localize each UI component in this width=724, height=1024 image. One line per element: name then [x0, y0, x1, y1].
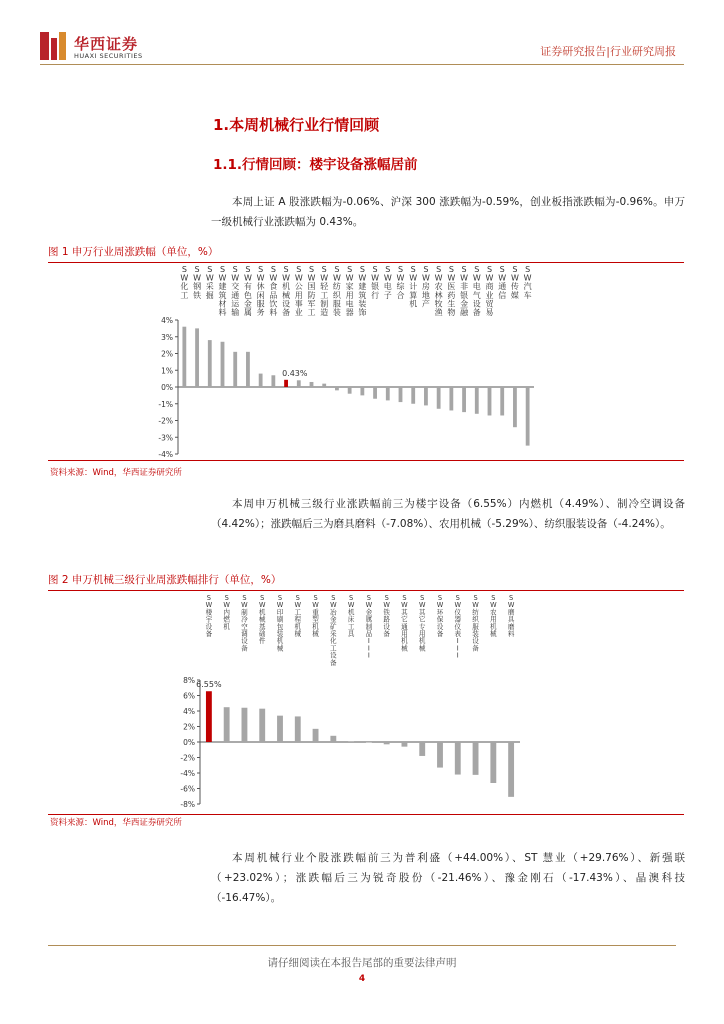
category-label: S W 有色金属: [243, 265, 252, 317]
category-label: S W 建筑材料: [218, 265, 227, 317]
y-tick-label: 2%: [161, 349, 173, 359]
category-label: S W 交通运输: [231, 265, 240, 317]
logo-icon: [40, 32, 66, 60]
report-type-label: 证券研究报告|行业研究周报: [540, 45, 676, 58]
subsection-heading: 1.1.行情回顾：楼宇设备涨幅居前: [213, 157, 418, 173]
bar-24: [488, 387, 492, 415]
stock-summary-paragraph: 本周机械行业个股涨跌幅前三为普利盛（+44.00%）、ST 慧业（+29.76%）、新强联（+23.02%）；涨跌幅后三为锐奇股份（-21.46%）、豫金刚石（-17.43%）、晶澳科技（-16.47%）。: [211, 852, 685, 904]
bar-13: [348, 387, 352, 394]
category-label: S W 机械设备: [282, 265, 291, 317]
bar-21: [449, 387, 453, 410]
y-tick-label: -1%: [158, 399, 173, 409]
category-label: S W 轻工制造: [320, 265, 329, 317]
category-label: S W 楼宇设备: [205, 594, 213, 638]
page-number: 4: [358, 974, 366, 984]
figure1-title: 图 1 申万行业周涨跌幅（单位，%）: [48, 246, 219, 258]
category-label: S W 综合: [396, 265, 405, 300]
y-tick-label: -6%: [180, 784, 195, 794]
category-label: S W 机械基础件: [258, 594, 266, 646]
logo-text: 华西证券: [74, 35, 139, 53]
bar-2: [208, 340, 212, 387]
chart-sw-industry-weekly: [150, 264, 540, 460]
category-label: S W 电气设备: [472, 265, 481, 317]
bar-0: [182, 327, 186, 387]
category-label: S W 纺织服装: [332, 265, 341, 317]
bar-18: [411, 387, 415, 404]
bar-27: [526, 387, 530, 446]
bar-11: [322, 384, 326, 387]
category-label: S W 通信: [498, 265, 507, 300]
y-tick-label: 4%: [161, 316, 173, 325]
bar-0: [206, 691, 212, 742]
category-label: S W 环保设备: [436, 594, 444, 638]
category-label: S W 医药生物: [447, 265, 456, 317]
category-label: S W 内燃机: [223, 594, 230, 631]
category-label: S W 食品饮料: [269, 265, 278, 317]
subindustry-summary-paragraph: 本周申万机械三级行业涨跌幅前三为楼宇设备（6.55%）内燃机（4.49%）、制冷空调设备（4.42%）；涨跌幅后三为磨具磨料（-7.08%）、农用机械（-5.29%）、纺织服装设备（-4.24%）。: [211, 498, 685, 530]
bar-11: [402, 742, 408, 747]
y-tick-label: -3%: [158, 433, 173, 443]
category-label: S W 农用机械: [490, 594, 497, 638]
bar-17: [399, 387, 403, 402]
bar-5: [246, 352, 250, 387]
header-divider: [40, 64, 684, 65]
footer-divider: [48, 945, 676, 946]
y-tick-label: 0%: [183, 738, 195, 747]
bar-8: [284, 380, 288, 387]
bar-12: [419, 742, 425, 756]
bar-26: [513, 387, 517, 427]
bar-13: [437, 742, 443, 768]
category-label: S W 冶金矿采化工设备: [330, 594, 337, 667]
logo-subtext: HUAXI SECURITIES: [74, 52, 143, 60]
category-label: S W 汽车: [523, 265, 532, 300]
category-label: S W 印刷包装机械: [276, 594, 284, 653]
bar-16: [386, 387, 390, 400]
figure1-source: 资料来源：Wind，华西证券研究所: [50, 468, 182, 478]
category-label: S W 磨具磨料: [507, 594, 515, 638]
bar-9: [297, 380, 301, 387]
bar-4: [277, 716, 283, 742]
category-label: S W 工程机械: [294, 594, 302, 638]
bar-6: [313, 729, 319, 742]
category-label: S W 化工: [180, 265, 189, 300]
category-label: S W 传媒: [510, 265, 519, 300]
bar-23: [475, 387, 479, 414]
bar-7: [330, 736, 336, 742]
bar-14: [360, 387, 364, 395]
market-summary-paragraph: 本周上证 A 股涨跌幅为-0.06%、沪深 300 涨跌幅为-0.59%，创业板指涨跌幅为-0.96%。申万一级机械行业涨跌幅为 0.43%。: [211, 196, 685, 228]
category-label: S W 电子: [383, 265, 392, 300]
highlight-value-label: 6.55%: [196, 680, 222, 690]
highlight-value-label: 0.43%: [282, 368, 308, 378]
bar-17: [508, 742, 514, 797]
bar-6: [259, 374, 263, 387]
bar-10: [384, 742, 390, 744]
figure2-top-rule: [48, 590, 684, 591]
figure2-source: 资料来源：Wind，华西证券研究所: [50, 818, 182, 828]
section-heading: 1.本周机械行业行情回顾: [213, 116, 380, 134]
category-label: S W 金属制品 I I I: [365, 594, 373, 660]
figure1-top-rule: [48, 262, 684, 263]
figure2-bottom-rule: [48, 814, 684, 815]
y-tick-label: 1%: [161, 366, 173, 376]
y-tick-label: -4%: [180, 769, 195, 778]
bar-3: [259, 709, 265, 742]
category-label: S W 家用电器: [345, 265, 354, 317]
bar-2: [242, 708, 248, 742]
category-label: S W 其它专用机械: [418, 594, 426, 653]
category-label: S W 农林牧渔: [434, 265, 443, 317]
y-tick-label: -2%: [158, 416, 173, 426]
bar-14: [455, 742, 461, 775]
bar-8: [348, 741, 354, 742]
category-label: S W 重型机械: [312, 594, 319, 638]
category-label: S W 仪器仪表 I I I: [454, 594, 462, 660]
y-tick-label: 8%: [183, 676, 195, 685]
y-tick-label: 2%: [183, 722, 195, 732]
bar-20: [437, 387, 441, 409]
chart-machinery-subindustry: [170, 592, 530, 814]
bar-3: [221, 342, 225, 387]
y-tick-label: 6%: [183, 691, 195, 701]
y-tick-label: -8%: [180, 800, 195, 809]
category-label: S W 国防军工: [307, 265, 316, 317]
category-label: S W 纺织服装设备: [472, 594, 479, 653]
bar-4: [233, 352, 237, 387]
category-label: S W 非银金融: [460, 265, 469, 317]
category-label: S W 房地产: [421, 265, 430, 309]
bar-25: [500, 387, 504, 415]
bar-12: [335, 387, 339, 390]
category-label: S W 机床工具: [347, 594, 355, 638]
bar-16: [490, 742, 496, 783]
bar-19: [424, 387, 428, 405]
y-tick-label: -4%: [158, 450, 173, 459]
bar-9: [366, 742, 372, 743]
figure2-title: 图 2 申万机械三级行业周涨跌幅排行（单位，%）: [48, 574, 282, 586]
bar-15: [473, 742, 479, 775]
category-label: S W 休闲服务: [256, 265, 265, 317]
category-label: S W 计算机: [409, 265, 418, 309]
category-label: S W 公用事业: [294, 265, 303, 317]
category-label: S W 制冷空调设备: [241, 594, 248, 653]
y-tick-label: 0%: [161, 383, 173, 392]
category-label: S W 商业贸易: [485, 265, 494, 317]
legal-disclaimer: 请仔细阅读在本报告尾部的重要法律声明: [267, 957, 457, 969]
bar-10: [310, 382, 314, 387]
category-label: S W 采掘: [205, 265, 214, 300]
category-label: S W 银行: [371, 265, 380, 300]
figure1-bottom-rule: [48, 460, 684, 461]
bar-5: [295, 716, 301, 742]
bar-1: [224, 707, 230, 742]
y-tick-label: 4%: [183, 707, 195, 716]
bar-15: [373, 387, 377, 399]
category-label: S W 建筑装饰: [358, 265, 367, 317]
y-tick-label: -2%: [180, 753, 195, 763]
bar-7: [271, 375, 275, 387]
bar-22: [462, 387, 466, 412]
y-tick-label: 3%: [161, 332, 173, 342]
bar-1: [195, 328, 199, 387]
category-label: S W 铁路设备: [383, 594, 390, 638]
category-label: S W 钢铁: [193, 265, 202, 300]
category-label: S W 其它通用机械: [401, 594, 408, 653]
